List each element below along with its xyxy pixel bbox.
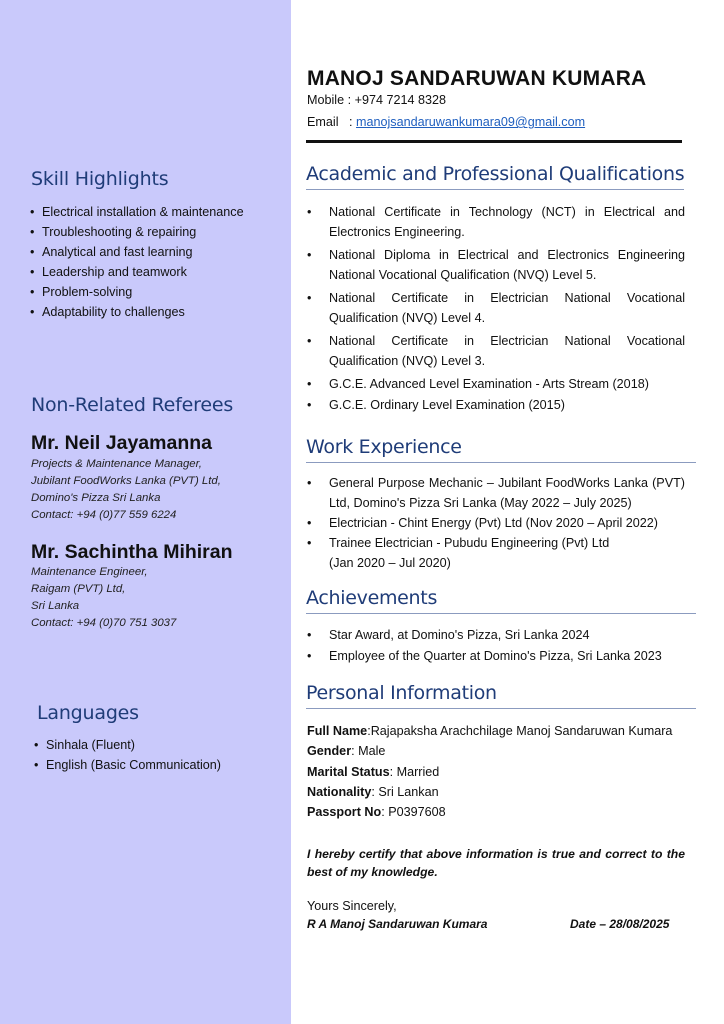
- list-item: • English (Basic Communication): [34, 758, 221, 772]
- qualifications-list: [307, 202, 685, 418]
- sidebar: [0, 0, 291, 1024]
- full-name-row: Full Name:Rajapaksha Arachchilage Manoj Sandaruwan Kumara: [307, 724, 673, 738]
- list-item: • Employee of the Quarter at Domino's Pizza, Sri Lanka 2023: [307, 649, 662, 663]
- list-item: • Trainee Electrician - Pubudu Engineering (Pvt) Ltd (Jan 2020 – Jul 2020): [307, 536, 610, 570]
- languages-heading: Languages: [37, 702, 139, 724]
- signature-date: Date – 28/08/2025: [570, 917, 670, 931]
- list-item: • National Diploma in Electrical and Electronics Engineering National Vocational Qualification (NVQ) Level 5.: [307, 248, 685, 282]
- referee-details: Projects & Maintenance Manager, Jubilant FoodWorks Lanka (PVT) Ltd, Domino's Pizza Sri Lanka Contact: +94 (0)77 559 6224: [31, 458, 221, 521]
- experience-list: [307, 473, 685, 573]
- candidate-name: MANOJ SANDARUWAN KUMARA: [307, 67, 647, 90]
- closing-salutation: Yours Sincerely,: [307, 899, 397, 913]
- list-item: • National Certificate in Electrician National Vocational Qualification (NVQ) Level 4.: [307, 291, 685, 325]
- header-divider: [306, 140, 682, 143]
- nationality-row: Nationality: Sri Lankan: [307, 785, 439, 799]
- qualifications-heading: Academic and Professional Qualifications: [306, 163, 684, 190]
- skills-list: [30, 202, 244, 322]
- list-item: • General Purpose Mechanic – Jubilant FoodWorks Lanka (PVT) Ltd, Domino's Pizza Sri Lanka (May 2022 – July 2025): [307, 476, 685, 510]
- list-item: • G.C.E. Advanced Level Examination - Arts Stream (2018): [307, 377, 649, 391]
- list-item: • Problem-solving: [30, 285, 133, 299]
- personal-info-heading: Personal Information: [306, 682, 696, 709]
- marital-status-row: Marital Status: Married: [307, 765, 440, 779]
- achievements-heading: Achievements: [306, 587, 696, 614]
- list-item: • National Certificate in Electrician National Vocational Qualification (NVQ) Level 3.: [307, 334, 685, 368]
- list-item: • Analytical and fast learning: [30, 245, 193, 259]
- referee-details: Maintenance Engineer, Raigam (PVT) Ltd, Sri Lanka Contact: +94 (0)70 751 3037: [31, 566, 177, 629]
- email-link[interactable]: manojsandaruwankumara09@gmail.com: [356, 115, 586, 129]
- certification-statement: I hereby certify that above information is true and correct to the best of my knowledge.: [307, 847, 685, 879]
- mobile-row: Mobile : +974 7214 8328: [307, 93, 447, 107]
- list-item: • Troubleshooting & repairing: [30, 225, 197, 239]
- referee-name: Mr. Sachintha Mihiran: [31, 541, 233, 563]
- achievements-list: [307, 625, 685, 669]
- list-item: • Electrician - Chint Energy (Pvt) Ltd (Nov 2020 – April 2022): [307, 516, 658, 530]
- email-row: Email : manojsandaruwankumara09@gmail.com: [307, 115, 586, 129]
- mobile-number: +974 7214 8328: [354, 93, 447, 107]
- passport-row: Passport No: P0397608: [307, 805, 446, 819]
- list-item: • Electrical installation & maintenance: [30, 205, 244, 219]
- referee-name: Mr. Neil Jayamanna: [31, 432, 213, 454]
- list-item: • National Certificate in Technology (NCT) in Electrical and Electronics Engineering.: [307, 205, 685, 239]
- list-item: • G.C.E. Ordinary Level Examination (2015): [307, 398, 565, 412]
- list-item: • Adaptability to challenges: [30, 305, 185, 319]
- signer-name: R A Manoj Sandaruwan Kumara: [307, 917, 488, 931]
- referees-heading: Non-Related Referees: [31, 394, 234, 416]
- list-item: • Leadership and teamwork: [30, 265, 187, 279]
- work-experience-heading: Work Experience: [306, 436, 696, 463]
- languages-list: [34, 735, 221, 775]
- list-item: • Star Award, at Domino's Pizza, Sri Lanka 2024: [307, 628, 590, 642]
- list-item: • Sinhala (Fluent): [34, 738, 135, 752]
- gender-row: Gender: Male: [307, 744, 386, 758]
- skill-highlights-heading: Skill Highlights: [31, 168, 169, 190]
